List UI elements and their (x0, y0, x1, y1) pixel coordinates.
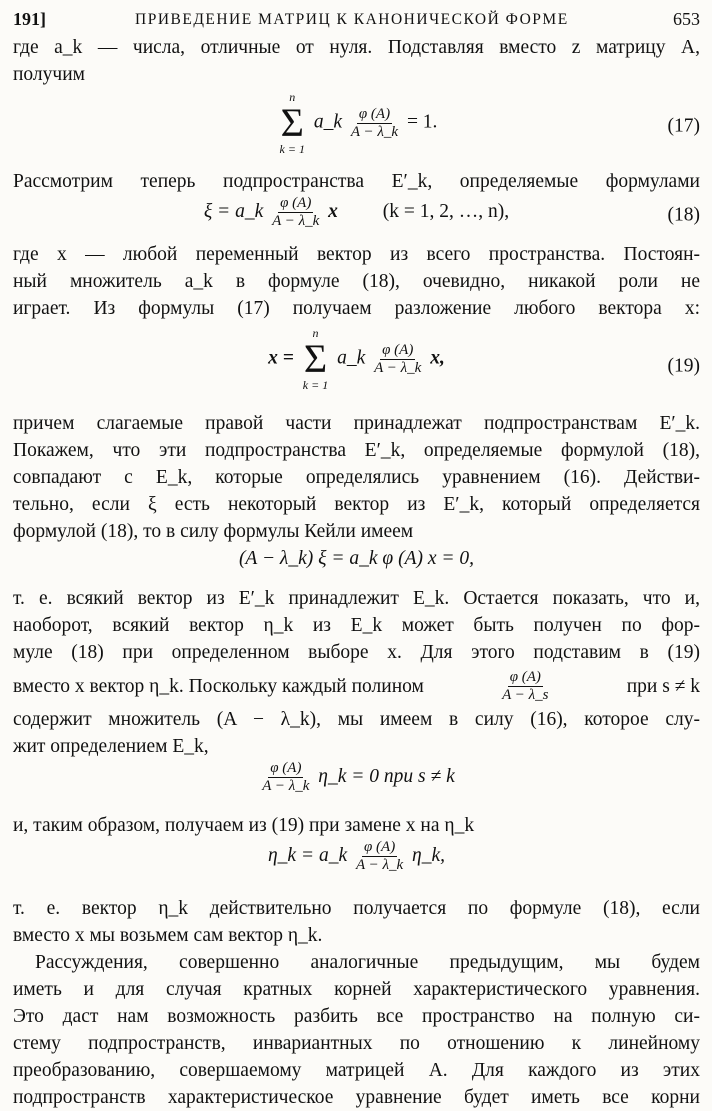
equation-number: (19) (667, 355, 700, 377)
book-page (13, 6, 700, 1111)
paragraph-line: содержит множитель (A − λ_k), мы имеем в силу (16), которое слу- (13, 709, 700, 730)
section-number: 191] (13, 9, 46, 29)
paragraph-line: тельно, если ξ есть некоторый вектор из E′_k, который определяется (13, 494, 700, 515)
paragraph-line: где a_k — числа, отличные от нуля. Подставляя вместо z матрицу A, (13, 37, 700, 58)
equation-17: n Σ k = 1 a_k $\frac{\varphi (A)}{A - \lambda\_k}$ = 1. (17) (279, 90, 700, 156)
fraction: $\frac{\varphi (A)}{A - \lambda\_k}$ (356, 839, 404, 873)
equation-18: ξ = a_k $\frac{\varphi (A)}{A - \lambda\_k}$ x (k = 1, 2, …, n), (18) (203, 195, 700, 229)
paragraph-line: формулой (18), то в силу формулы Кейли имеем (13, 521, 414, 542)
paragraph-line: получим (13, 64, 85, 85)
paragraph-line: иметь и для случая кратных корней характеристического уравнения. (13, 979, 700, 1000)
paragraph-line: совпадают с E_k, которые определялись уравнением (16). Действи- (13, 467, 700, 488)
page-number: 653 (673, 9, 700, 29)
paragraph-line: подпространств характеристическое уравнение будет иметь все корни (13, 1087, 700, 1108)
paragraph-line: Это даст нам возможность разбить все пространство на полную си- (13, 1006, 700, 1027)
paragraph-line: вместо x мы возьмем сам вектор η_k. (13, 925, 323, 946)
paragraph-line: где x — любой переменный вектор из всего пространства. Постоян- (13, 244, 700, 265)
equation-number: (17) (667, 115, 700, 137)
summation-sign: n Σ k = 1 (302, 326, 329, 392)
running-title: ПРИВЕДЕНИЕ МАТРИЦ К КАНОНИЧЕСКОЙ ФОРМЕ (135, 11, 569, 28)
page-header (13, 6, 700, 34)
paragraph-line: наоборот, всякий вектор η_k из E_k может быть получен по фор- (13, 615, 700, 636)
paragraph-line: преобразованию, совершаемому матрицей A. Для каждого из этих (13, 1060, 700, 1081)
fraction: $\frac{\varphi (A)}{A - \lambda\_s}$ (502, 668, 549, 703)
paragraph-line: Рассмотрим теперь подпространства E′_k, определяемые формулами (13, 171, 700, 192)
fraction: $\frac{\varphi (A)}{A - \lambda\_k}$ (350, 105, 399, 140)
paragraph-line: играет. Из формулы (17) получаем разложение любого вектора x: (13, 298, 700, 319)
equation-number: (18) (667, 204, 700, 226)
paragraph-line: стему подпространств, инвариантных по отношению к линейному (13, 1033, 700, 1054)
fraction: $\frac{\varphi (A)}{A - \lambda\_k}$ (374, 341, 422, 376)
fraction: $\frac{\varphi (A)}{A - \lambda\_k}$ (272, 195, 320, 229)
equation-cayley: (A − λ_k) ξ = a_k φ (A) x = 0, (238, 548, 475, 569)
equation-eta: η_k = a_k $\frac{\varphi (A)}{A - \lambda\_k}$ η_k, (267, 839, 446, 873)
paragraph-line: муле (18) при определенном выборе x. Для этого подставим в (19) (13, 642, 700, 663)
paragraph-line: Рассуждения, совершенно аналогичные предыдущим, мы будем (35, 952, 700, 973)
summation-sign: n Σ k = 1 (279, 90, 305, 156)
paragraph-line: т. е. всякий вектор из E′_k принадлежит E_k. Остается показать, что и, (13, 588, 700, 609)
paragraph-line: ный множитель a_k в формуле (18), очевидно, никакой роли не (13, 271, 700, 292)
paragraph-line: и, таким образом, получаем из (19) при замене x на η_k (13, 815, 475, 836)
paragraph-line: Покажем, что эти подпространства E′_k, определяемые формулой (18), (13, 440, 700, 461)
paragraph-line: вместо x вектор η_k. Поскольку каждый полином $\frac{\varphi (A)}{A - \lambda\_s}$ при s ≠ k (13, 668, 700, 703)
paragraph-line: жит определением E_k, (13, 736, 209, 757)
fraction: $\frac{\varphi (A)}{A - \lambda\_k}$ (262, 760, 310, 794)
equation-zero: $\frac{\varphi (A)}{A - \lambda\_k}$ η_k = 0 при s ≠ k (262, 760, 455, 794)
paragraph-line: т. е. вектор η_k действительно получается по формуле (18), если (13, 898, 700, 919)
equation-19: x = n Σ k = 1 a_k $\frac{\varphi (A)}{A - \lambda\_k}$ x, (19) (268, 326, 700, 392)
paragraph-line: причем слагаемые правой части принадлежат подпространствам E′_k. (13, 413, 700, 434)
